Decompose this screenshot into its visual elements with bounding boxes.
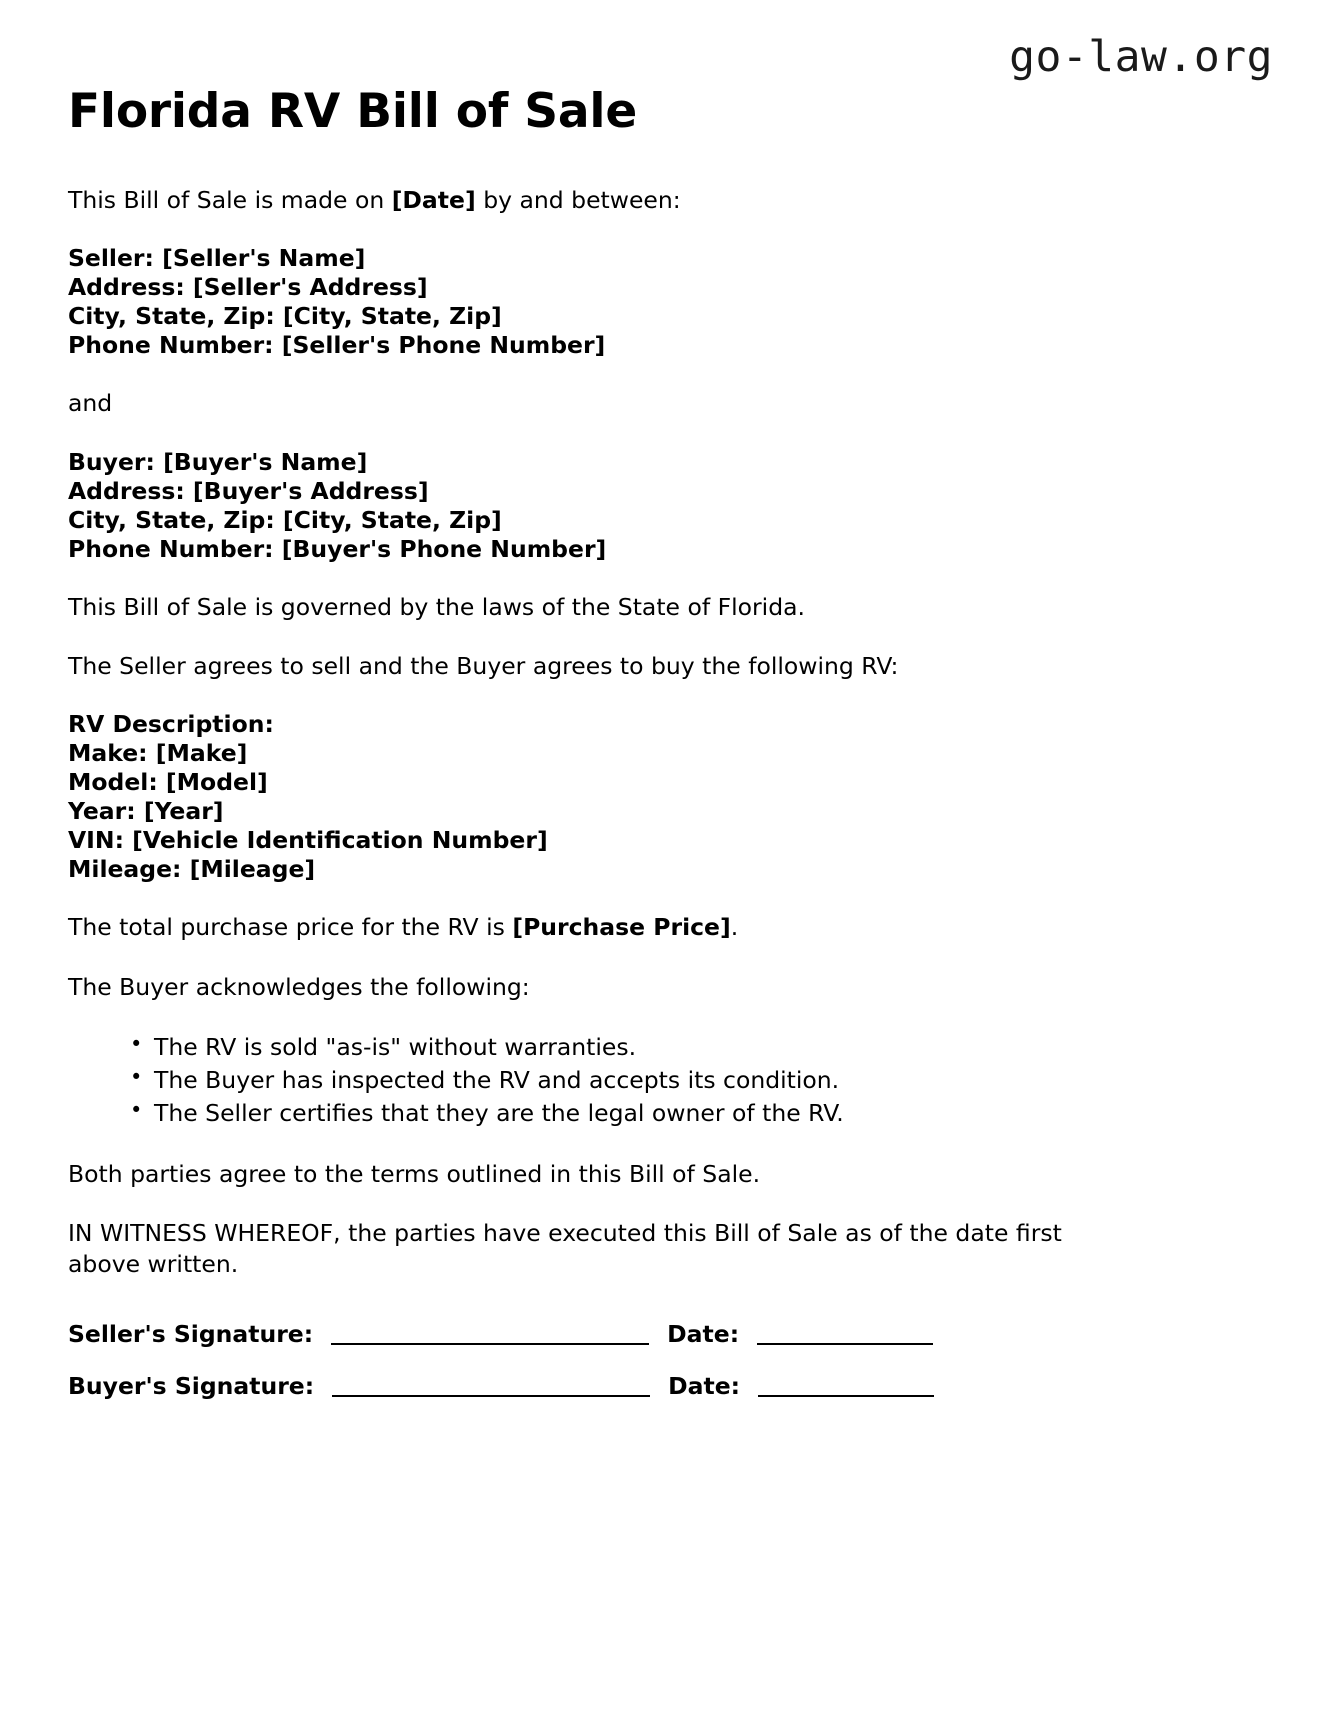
- intro-suffix: by and between:: [475, 186, 681, 215]
- conjunction-and: and: [68, 389, 113, 418]
- buyer-name-line: Buyer: [Buyer's Name]: [68, 447, 368, 476]
- acknowledgement-list: [68, 1031, 1078, 1131]
- rv-mileage-line: Mileage: [Mileage]: [68, 855, 316, 884]
- agreement-paragraph: Both parties agree to the terms outlined in this Bill of Sale.: [68, 1159, 761, 1188]
- buyer-info-block: [68, 448, 1078, 564]
- intro-prefix: This Bill of Sale is made on: [68, 186, 392, 215]
- seller-date-field[interactable]: [757, 1343, 933, 1345]
- seller-date-label: Date:: [667, 1319, 740, 1348]
- page-title: Florida RV Bill of Sale: [68, 84, 638, 139]
- buyer-phone-line: Phone Number: [Buyer's Phone Number]: [68, 534, 607, 563]
- buyer-signature-row: [68, 1371, 1078, 1402]
- seller-address-line: Address: [Seller's Address]: [68, 273, 428, 302]
- rv-model-line: Model: [Model]: [68, 768, 268, 797]
- intro-paragraph: [68, 185, 1078, 216]
- date-placeholder: [Date]: [391, 186, 476, 215]
- rv-description-block: [68, 710, 1078, 884]
- purchase-price-placeholder: [Purchase Price]: [512, 913, 731, 942]
- governing-law-paragraph: This Bill of Sale is governed by the laws of the State of Florida.: [68, 592, 806, 621]
- rv-description-heading: RV Description:: [68, 710, 274, 739]
- seller-signature-field[interactable]: [331, 1343, 649, 1345]
- seller-signature-row: [68, 1319, 1078, 1350]
- seller-city-state-zip-line: City, State, Zip: [City, State, Zip]: [68, 302, 502, 331]
- seller-name-line: Seller: [Seller's Name]: [68, 244, 366, 273]
- site-logo: go-law.org: [1009, 32, 1273, 82]
- rv-make-line: Make: [Make]: [68, 739, 248, 768]
- acknowledge-intro-paragraph: The Buyer acknowledges the following:: [68, 972, 530, 1001]
- buyer-date-field[interactable]: [758, 1395, 934, 1397]
- rv-year-line: Year: [Year]: [68, 797, 224, 826]
- buyer-address-line: Address: [Buyer's Address]: [68, 476, 429, 505]
- witness-paragraph: IN WITNESS WHEREOF, the parties have executed this Bill of Sale as of the date first above written.: [68, 1219, 1062, 1279]
- seller-signature-label: Seller's Signature:: [68, 1319, 314, 1348]
- document-body: [68, 85, 1078, 1424]
- list-item: • The Buyer has inspected the RV and accepts its condition.: [130, 1064, 1078, 1097]
- seller-info-block: [68, 244, 1078, 360]
- list-item: • The Seller certifies that they are the legal owner of the RV.: [130, 1097, 1078, 1130]
- list-item: • The RV is sold "as-is" without warranties.: [130, 1031, 1078, 1064]
- purchase-price-paragraph: [68, 912, 1078, 943]
- buyer-signature-label: Buyer's Signature:: [68, 1372, 315, 1401]
- sale-intro-paragraph: The Seller agrees to sell and the Buyer agrees to buy the following RV:: [68, 651, 899, 680]
- buyer-date-label: Date:: [668, 1372, 741, 1401]
- buyer-signature-field[interactable]: [332, 1395, 650, 1397]
- purchase-price-suffix: .: [730, 913, 739, 942]
- rv-vin-line: VIN: [Vehicle Identification Number]: [68, 826, 548, 855]
- purchase-price-prefix: The total purchase price for the RV is: [68, 913, 513, 942]
- buyer-city-state-zip-line: City, State, Zip: [City, State, Zip]: [68, 505, 502, 534]
- seller-phone-line: Phone Number: [Seller's Phone Number]: [68, 331, 606, 360]
